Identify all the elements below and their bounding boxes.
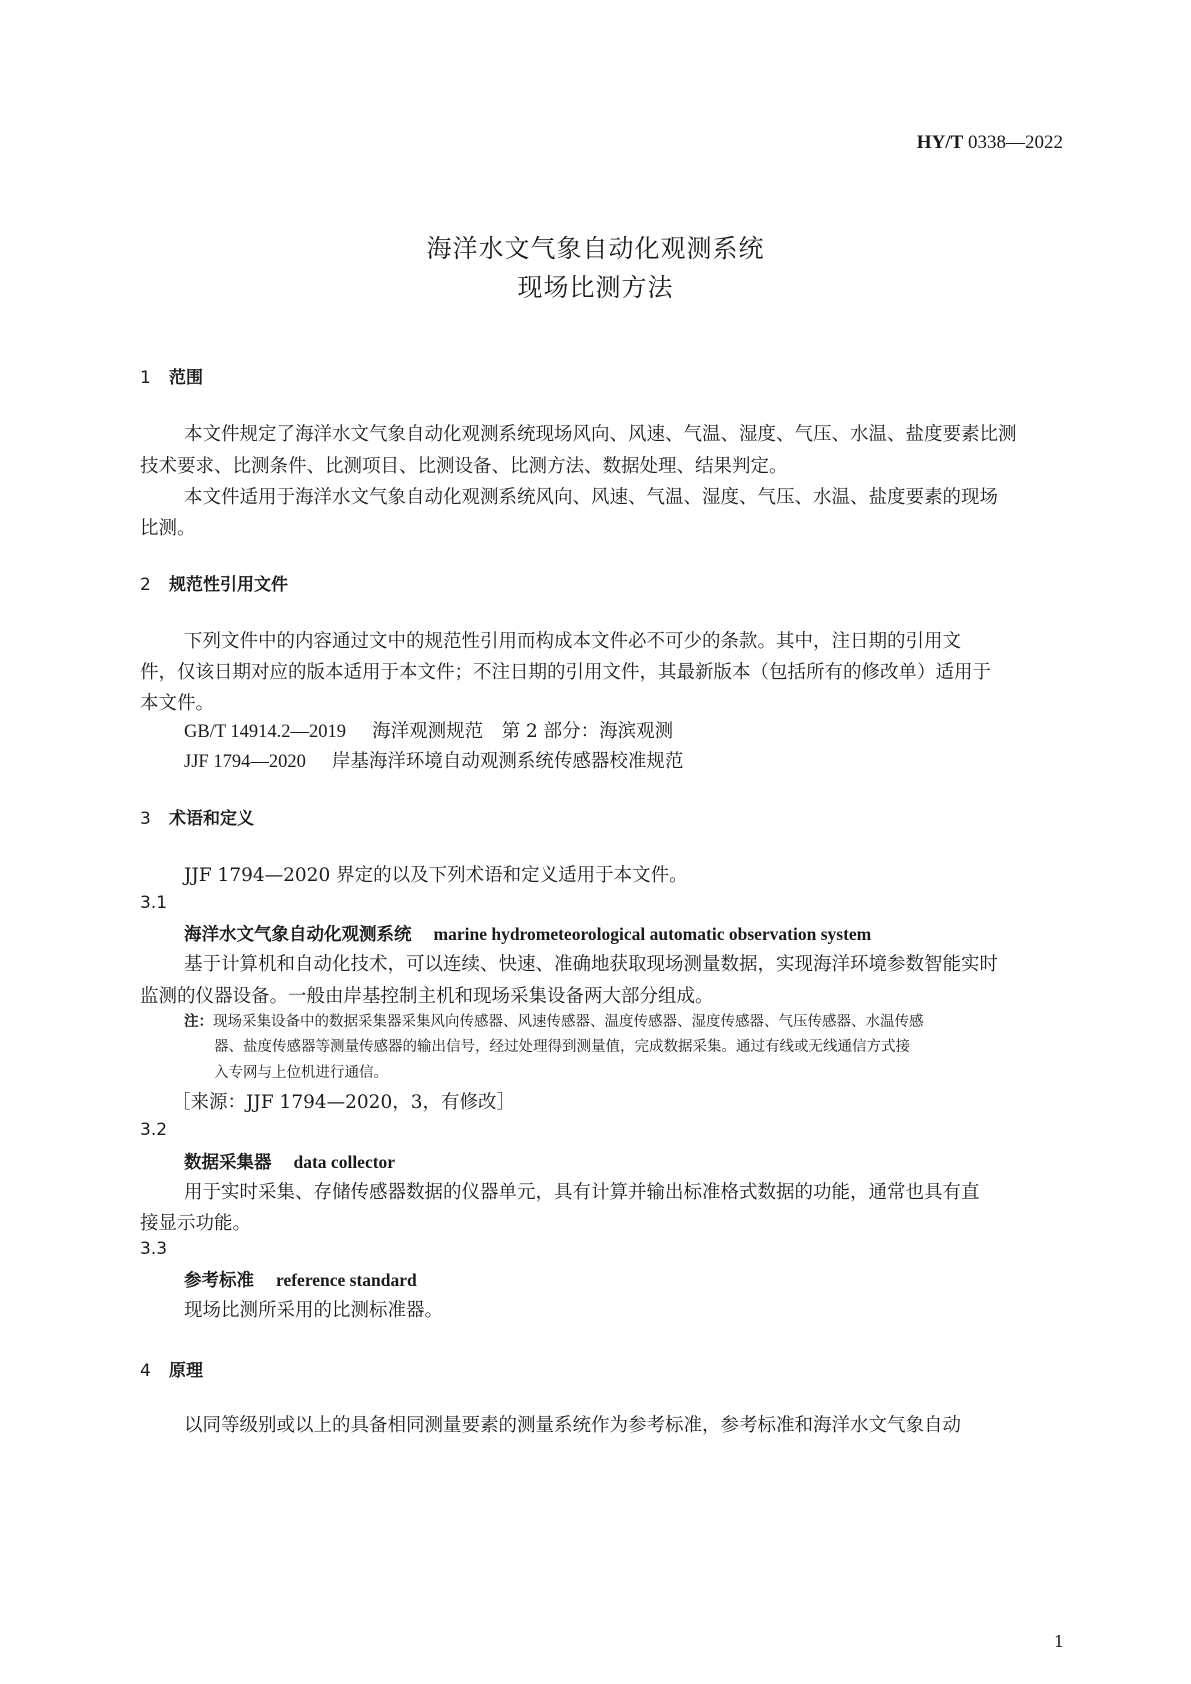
standard-code-number: 0338—2022	[968, 132, 1063, 153]
s4-paragraph-line1: 以同等级别或以上的具备相同测量要素的测量系统作为参考标准，参考标准和海洋水文气象自动	[184, 1415, 962, 1436]
reference-title: 岸基海洋环境自动观测系统传感器校准规范	[331, 751, 684, 772]
section-4-heading	[140, 1356, 203, 1381]
term-3-3-definition: 现场比测所采用的比测标准器。	[184, 1300, 444, 1321]
term-3-1-note-line3: 入专网与上位机进行通信。	[214, 1065, 388, 1081]
s2-paragraph-line1: 下列文件中的内容通过文中的规范性引用而构成本文件必不可少的条款。其中，注日期的引用文	[184, 631, 962, 652]
section-title: 术语和定义	[169, 809, 254, 829]
term-3-1-source: ［来源：JJF 1794—2020，3，有修改］	[172, 1092, 515, 1113]
term-english: reference standard	[276, 1270, 417, 1290]
s2-paragraph-line2: 件，仅该日期对应的版本适用于本文件；不注日期的引用文件，其最新版本（包括所有的修改单）适用于	[140, 662, 992, 683]
term-3-3-number: 3.3	[140, 1239, 168, 1259]
section-title: 规范性引用文件	[169, 575, 288, 595]
document-title-line1: 海洋水文气象自动化观测系统	[426, 234, 765, 263]
term-3-3-name	[184, 1267, 417, 1292]
reference-code: JJF 1794—2020	[184, 752, 306, 772]
section-number: 1	[140, 368, 151, 388]
s1-paragraph2-line1: 本文件适用于海洋水文气象自动化观测系统风向、风速、气温、湿度、气压、水温、盐度要素的现场	[184, 487, 999, 508]
term-3-1-definition-line2: 监测的仪器设备。一般由岸基控制主机和现场采集设备两大部分组成。	[140, 986, 714, 1007]
term-chinese: 海洋水文气象自动化观测系统	[184, 925, 412, 945]
term-3-1-name	[184, 921, 871, 946]
s1-paragraph1-line1: 本文件规定了海洋水文气象自动化观测系统现场风向、风速、气温、湿度、气压、水温、盐度要素比测	[184, 424, 1017, 445]
page-number: 1	[1053, 1632, 1064, 1651]
normative-reference-1	[184, 717, 673, 743]
standard-code-prefix: HY/T	[916, 132, 964, 153]
s2-paragraph-line3: 本文件。	[140, 693, 215, 714]
term-3-1-note-line1	[184, 1010, 924, 1031]
term-3-2-name	[184, 1149, 395, 1174]
s1-paragraph1-line2: 技术要求、比测条件、比测项目、比测设备、比测方法、数据处理、结果判定。	[140, 456, 788, 477]
document-title-line2: 现场比测方法	[517, 273, 674, 302]
note-label: 注：	[184, 1013, 213, 1030]
term-3-2-definition-line2: 接显示功能。	[140, 1213, 252, 1234]
section-number: 4	[140, 1361, 151, 1381]
term-english: marine hydrometeorological automatic observation system	[433, 924, 872, 944]
term-3-2-number: 3.2	[140, 1120, 168, 1140]
normative-reference-2	[184, 747, 683, 773]
section-1-heading	[140, 363, 203, 388]
section-3-heading	[140, 804, 254, 829]
term-3-1-definition-line1: 基于计算机和自动化技术，可以连续、快速、准确地获取现场测量数据，实现海洋环境参数智能实时	[184, 954, 999, 975]
term-english: data collector	[293, 1152, 396, 1172]
section-title: 范围	[169, 368, 203, 388]
reference-title: 海洋观测规范 第 2 部分：海滨观测	[372, 721, 674, 742]
term-3-1-number: 3.1	[140, 893, 168, 913]
note-text: 现场采集设备中的数据采集器采集风向传感器、风速传感器、温度传感器、湿度传感器、气压传感器、水温传感	[213, 1014, 924, 1030]
s1-paragraph2-line2: 比测。	[140, 518, 196, 539]
term-3-2-definition-line1: 用于实时采集、存储传感器数据的仪器单元，具有计算并输出标准格式数据的功能，通常也具有直	[184, 1182, 980, 1203]
standard-code	[917, 132, 1063, 154]
term-chinese: 参考标准	[184, 1271, 254, 1291]
section-number: 3	[140, 809, 151, 829]
s3-intro: JJF 1794—2020 界定的以及下列术语和定义适用于本文件。	[184, 865, 688, 886]
term-3-1-note-line2: 器、盐度传感器等测量传感器的输出信号，经过处理得到测量值，完成数据采集。通过有线或无线通信方式接	[214, 1039, 910, 1055]
section-2-heading	[140, 570, 288, 595]
reference-code: GB/T 14914.2—2019	[184, 722, 347, 742]
section-title: 原理	[169, 1361, 203, 1381]
section-number: 2	[140, 575, 151, 595]
term-chinese: 数据采集器	[184, 1153, 272, 1173]
